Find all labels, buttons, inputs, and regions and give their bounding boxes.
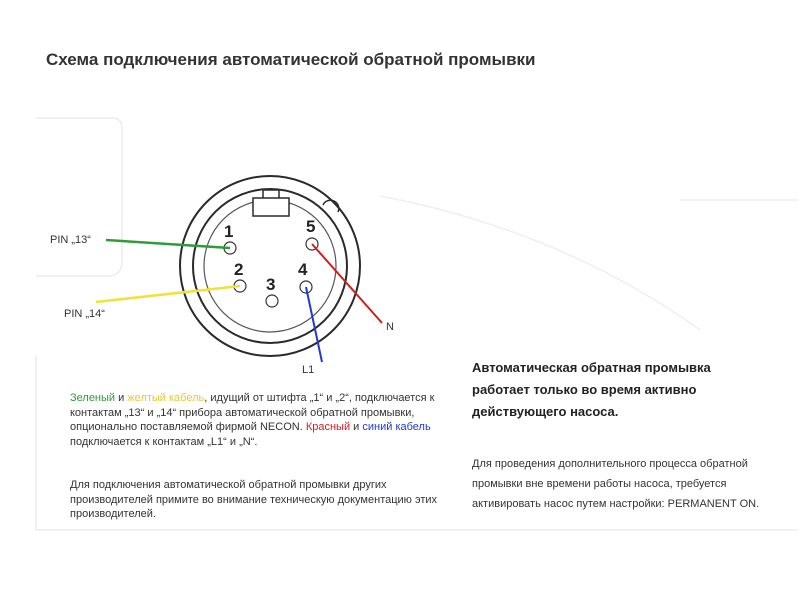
label-l1: L1	[302, 364, 315, 376]
blue-cable-text: синий кабель	[362, 421, 431, 433]
pin-number-1: 1	[224, 222, 234, 241]
pump-active-note: Автоматическая обратная промывка работает только во время активно действующего насоса.	[472, 360, 711, 419]
permanent-on-note: Для проведения дополнительного процесса обратной промывки вне времени работы насоса, требуется активировать насос путем настройки: PERMANENT ON.	[472, 458, 760, 510]
yellow-cable-text: желтый кабель	[127, 392, 205, 404]
yellow-wire	[96, 286, 240, 302]
green-wire	[106, 240, 230, 248]
connector-key	[253, 198, 289, 216]
pin-number-3: 3	[266, 275, 276, 294]
green-cable-text: Зеленый	[70, 392, 116, 404]
pin-3	[266, 295, 278, 307]
label-pin-13: PIN „13“	[50, 234, 91, 246]
page-title: Схема подключения автоматической обратной промывки	[46, 50, 536, 69]
label-pin-14: PIN „14“	[64, 308, 105, 320]
red-cable-text: Красный	[305, 421, 351, 433]
other-manufacturers-note: Для подключения автоматической обратной промывки других производителей примите во внимание техническую документацию этих производителей.	[70, 479, 438, 520]
background-frame-left	[36, 118, 122, 276]
background-arc	[380, 196, 700, 330]
pin-number-2: 2	[234, 260, 244, 279]
connector-inner-ring	[204, 200, 336, 332]
label-n: N	[386, 321, 394, 333]
wiring-description: Зеленый и желтый кабель, идущий от штифта „1“ и „2“, подключается к контактам „13“ и „14“ прибора автоматической обратной промывки, опционально поставляемой фирмой NECON. Красный и синий кабель подключается к контактам „L1“ и „N“.	[70, 392, 435, 448]
pin-number-4: 4	[298, 260, 308, 279]
pin-number-5: 5	[306, 217, 316, 236]
